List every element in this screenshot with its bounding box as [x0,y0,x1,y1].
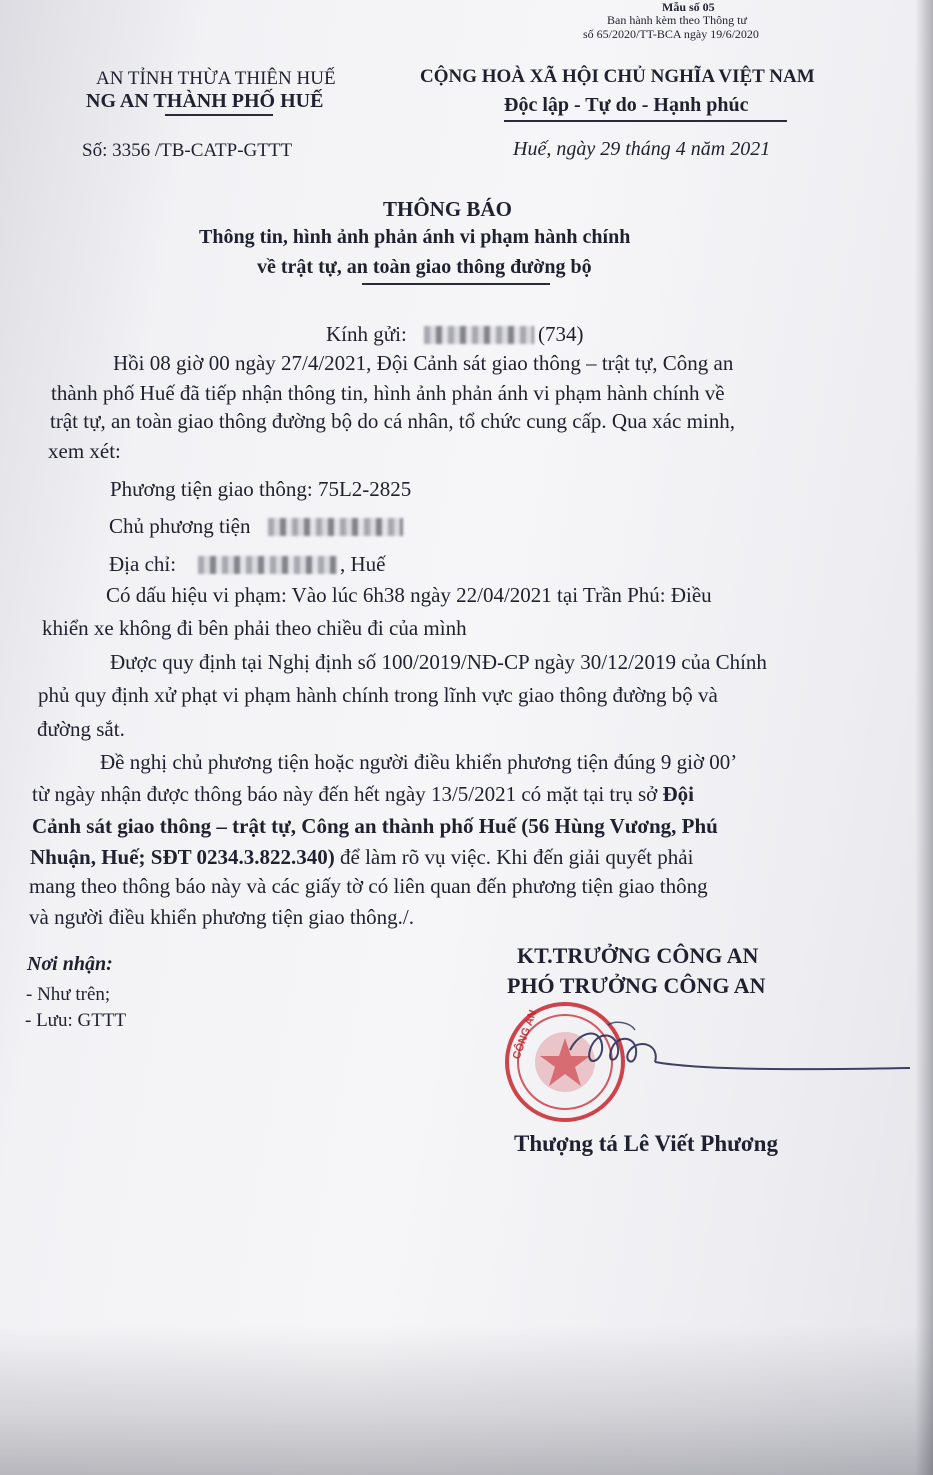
redacted-address [198,556,338,574]
violation-line2: khiển xe không đi bên phải theo chiều đi của mình [42,616,467,640]
signature-line1: KT.TRƯỞNG CÔNG AN [517,943,759,968]
request-line5: mang theo thông báo này và các giấy tờ có liên quan đến phương tiện giao thông [29,874,708,898]
page-shadow-bottom [0,1325,933,1475]
form-ref-line3: số 65/2020/TT-BCA ngày 19/6/2020 [583,27,759,41]
republic-motto: Độc lập - Tự do - Hạnh phúc [504,94,749,116]
request-line4-part-b: để làm rõ vụ việc. Khi đến giải quyết phải [334,845,694,869]
notice-title: THÔNG BÁO [383,197,512,221]
seal-text: CÔNG AN [510,1008,540,1062]
regulation-line2: phủ quy định xử phạt vi phạm hành chính trong lĩnh vực giao thông đường bộ và [38,683,718,707]
request-line2-part-b: Đội [662,782,695,806]
republic-title: CỘNG HOÀ XÃ HỘI CHỦ NGHĨA VIỆT NAM [420,66,815,87]
para1-line1: Hồi 08 giờ 00 ngày 27/4/2021, Đội Cảnh sát giao thông – trật tự, Công an [113,351,734,375]
document-date: Huế, ngày 29 tháng 4 năm 2021 [513,138,771,160]
form-ref-line1: Mẫu số 05 [662,0,715,14]
motto-underline [504,120,787,122]
agency-underline [165,114,273,116]
para1-line3: trật tự, an toàn giao thông đường bộ do cá nhân, tổ chức cung cấp. Qua xác minh, [50,409,735,433]
agency-line2: NG AN THÀNH PHỐ HUẾ [86,90,324,112]
subtitle-underline [362,283,550,285]
address-suffix: , Huế [340,552,386,576]
para1-line4: xem xét: [48,439,121,463]
page-shadow-right [915,0,933,1475]
regulation-line3: đường sắt. [37,717,125,741]
para1-line2: thành phố Huế đã tiếp nhận thông tin, hình ảnh phản ánh vi phạm hành chính về [51,381,725,405]
redacted-owner-name [268,518,403,536]
recipients-item-2: - Lưu: GTTT [25,1010,127,1031]
subtitle-2-part-c: đường bộ [505,256,592,278]
signature-line2: PHÓ TRƯỞNG CÔNG AN [507,973,766,998]
request-line1: Đề nghị chủ phương tiện hoặc người điều khiển phương tiện đúng 9 giờ 00’ [100,750,738,774]
subtitle-2-part-a: về trật tự, [257,256,347,278]
agency-line1: AN TỈNH THỪA THIÊN HUẾ [96,68,336,89]
recipient-label: Kính gửi: [326,322,407,346]
signer-name: Thượng tá Lê Viết Phương [514,1131,778,1156]
handwritten-signature-icon [560,1010,920,1085]
form-ref-line2: Ban hành kèm theo Thông tư [607,13,747,27]
recipients-item-1: - Như trên; [26,984,111,1005]
document-number: Số: 3356 /TB-CATP-GTTT [82,140,293,161]
redacted-recipient-name [424,326,534,344]
request-line6: và người điều khiển phương tiện giao thông./. [29,905,415,929]
subtitle-2-part-b: an toàn giao thông [346,256,506,278]
notice-subtitle-1: Thông tin, hình ảnh phản ánh vi phạm hành chính [199,226,631,248]
recipient-suffix: (734) [538,322,584,346]
recipients-title: Nơi nhận: [27,953,113,975]
request-line4 [30,845,693,870]
request-line3: Cảnh sát giao thông – trật tự, Công an thành phố Huế (56 Hùng Vương, Phú [32,814,718,838]
request-line2-part-a: từ ngày nhận được thông báo này đến hết ngày 13/5/2021 có mặt tại trụ sở [32,782,663,806]
recipient-suffix-text: 734) [545,322,584,346]
request-line4-part-a: Nhuận, Huế; SĐT 0234.3.822.340) [30,845,335,869]
owner-label: Chủ phương tiện [109,514,251,538]
regulation-line1: Được quy định tại Nghị định số 100/2019/NĐ-CP ngày 30/12/2019 của Chính [110,650,767,674]
violation-line1: Có dấu hiệu vi phạm: Vào lúc 6h38 ngày 22/04/2021 tại Trần Phú: Điều [106,583,712,607]
vehicle-line: Phương tiện giao thông: 75L2-2825 [110,477,412,501]
notice-subtitle-2 [257,256,592,279]
address-label: Địa chỉ: [109,552,177,576]
request-line2 [32,782,694,807]
